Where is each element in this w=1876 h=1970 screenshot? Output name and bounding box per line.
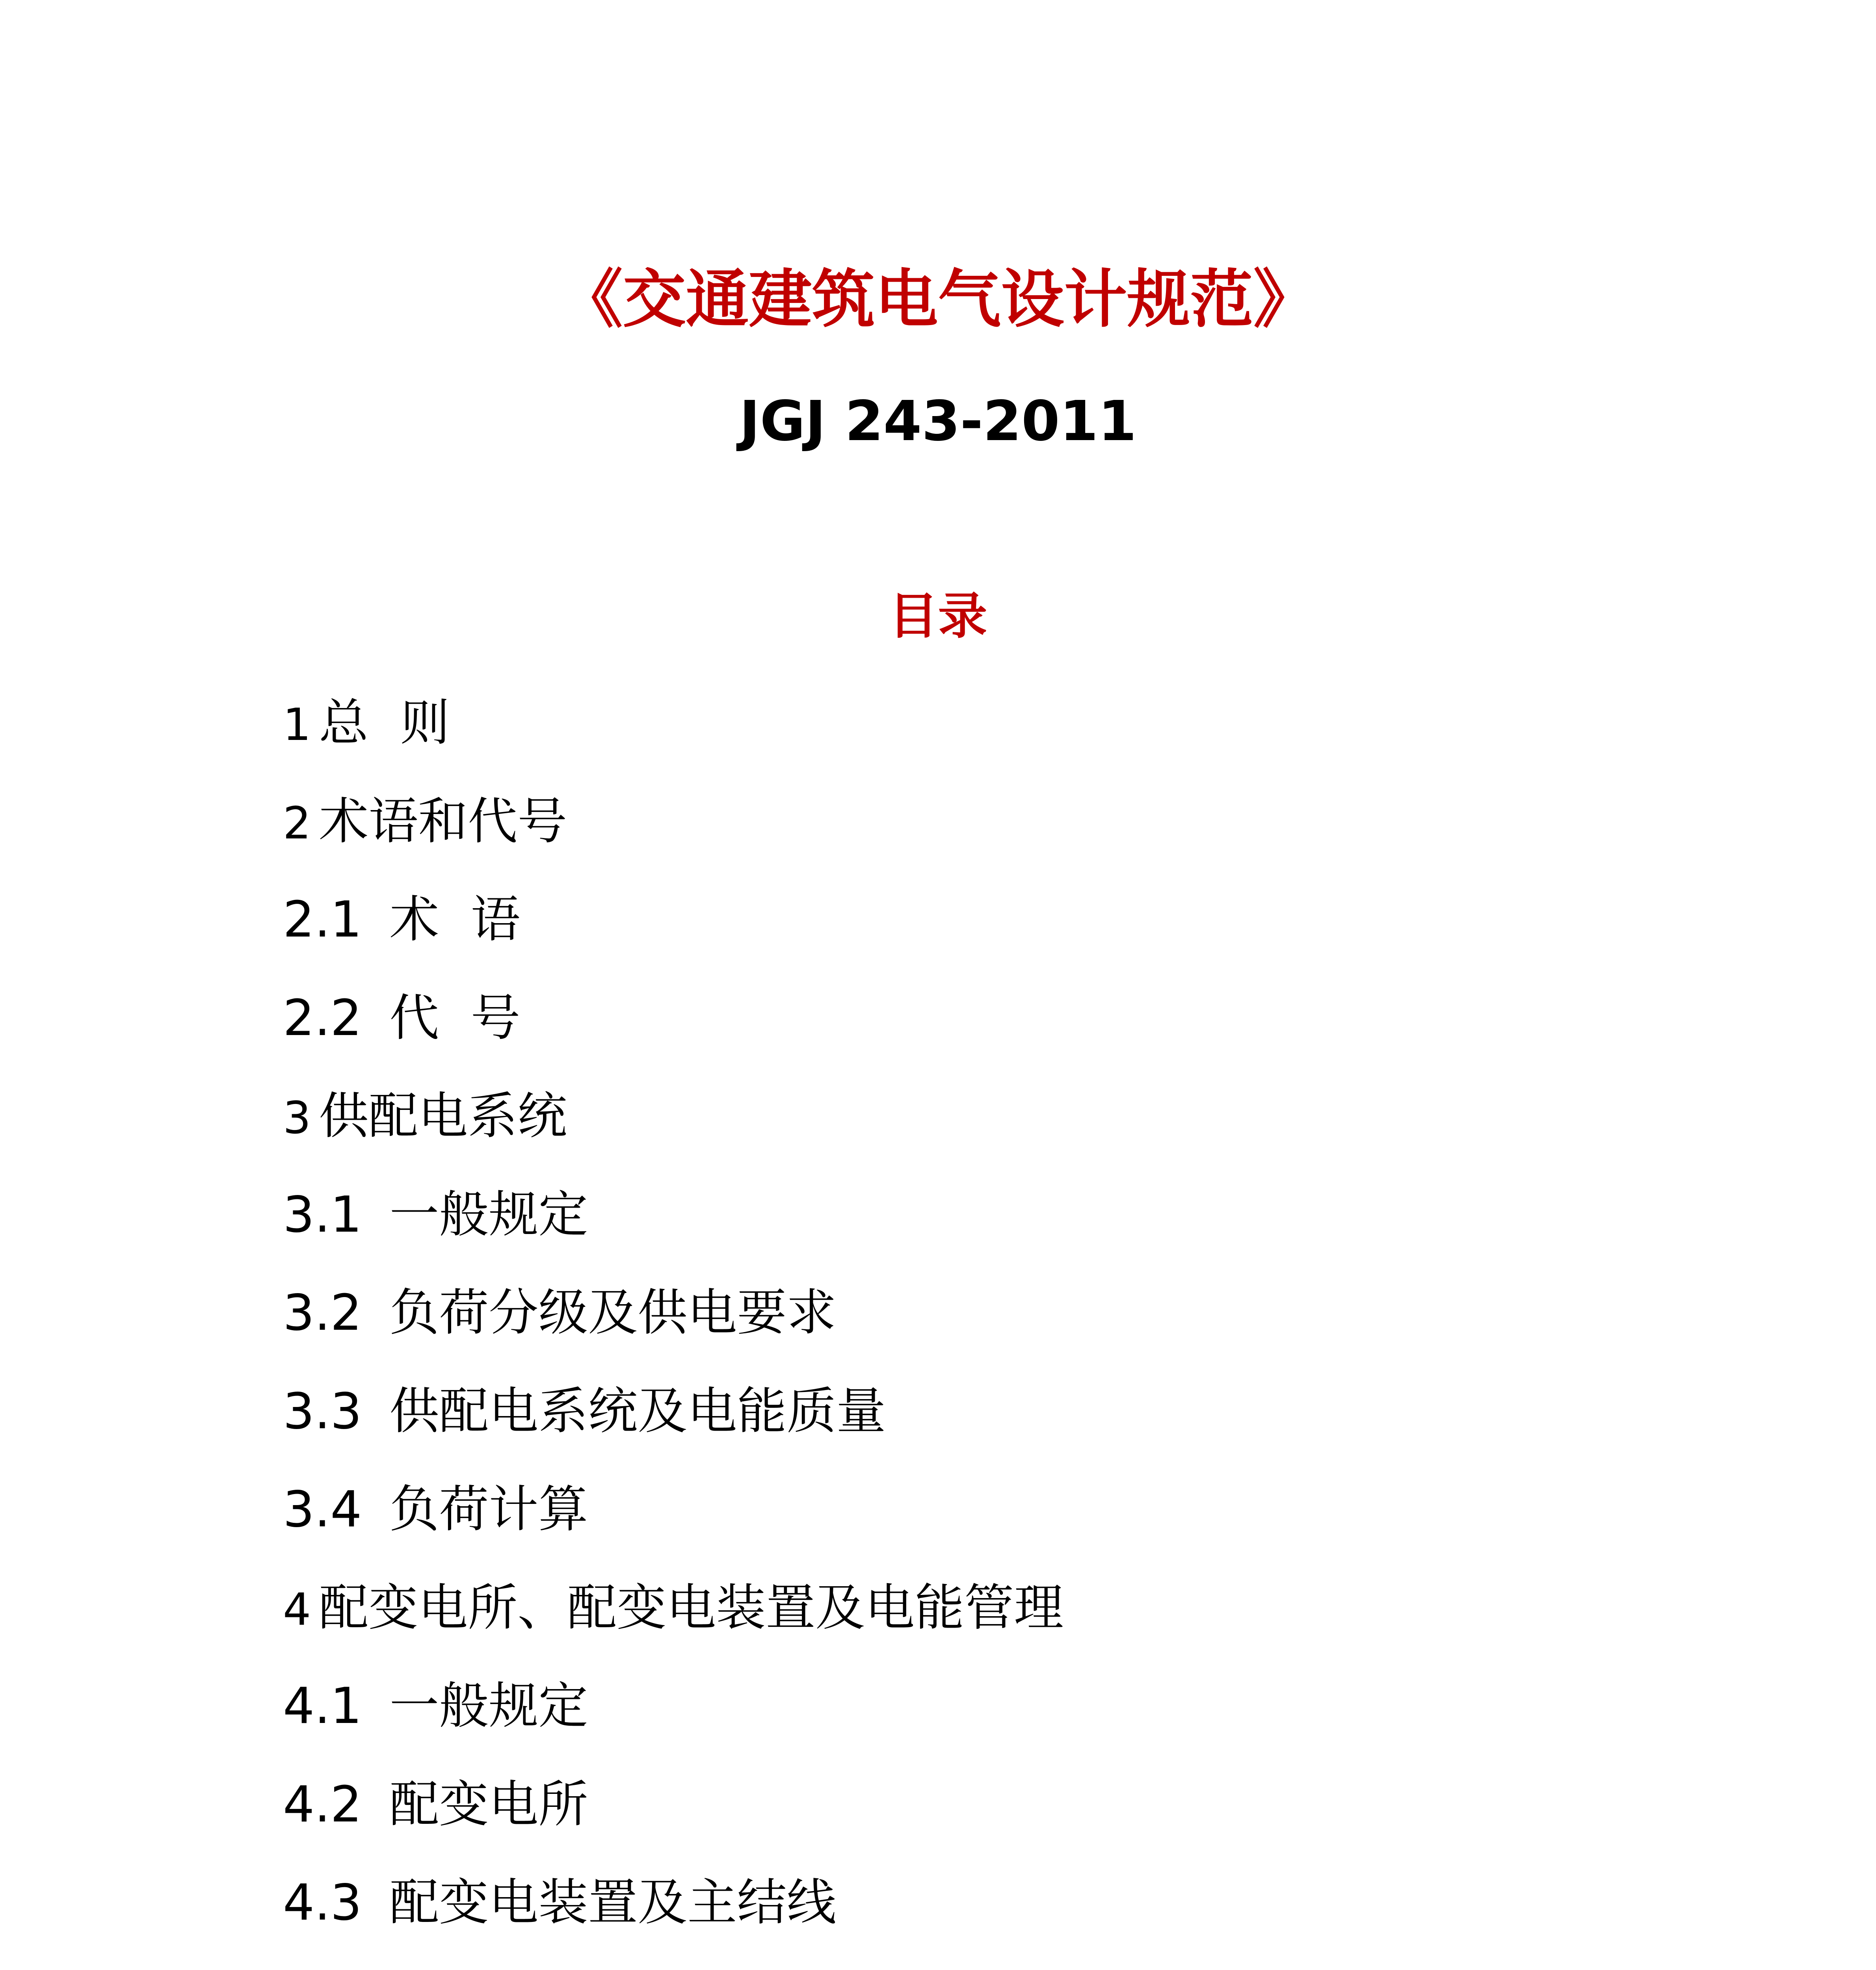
toc-item-number: 4	[283, 1584, 311, 1635]
toc-item	[283, 1081, 1064, 1179]
toc-item	[283, 1867, 1064, 1966]
toc-item-text: 一般规定	[389, 1185, 588, 1243]
toc-item-number: 2.1	[283, 890, 362, 948]
toc-item-number: 2	[283, 797, 311, 849]
toc-item-number: 4.3	[283, 1873, 362, 1931]
toc-item-number	[283, 1966, 362, 1970]
toc-item	[283, 1277, 1064, 1376]
toc-item-text: 配变电所、配变电装置及电能管理	[319, 1578, 1064, 1637]
table-of-contents	[283, 688, 1064, 1970]
toc-item-number: 3	[283, 1093, 311, 1144]
toc-item-text: 负荷分级及供电要求	[389, 1284, 837, 1342]
toc-item	[283, 983, 1064, 1081]
toc-item	[283, 884, 1064, 983]
toc-item-number: 4.2	[283, 1775, 362, 1833]
toc-item	[283, 1474, 1064, 1572]
toc-item-text: 配变电所	[389, 1775, 588, 1833]
toc-item-number: 2.2	[283, 989, 362, 1047]
toc-item-number: 1	[283, 699, 311, 751]
standard-code: JGJ 243-2011	[739, 389, 1137, 453]
toc-item	[283, 1179, 1064, 1278]
toc-item-text: 配变电装置及主结线	[389, 1873, 837, 1931]
document-title: 《交通建筑电气设计规范》	[560, 262, 1316, 336]
toc-item	[283, 786, 1064, 885]
toc-item-number: 3.4	[283, 1480, 362, 1538]
toc-item-text: 总 则	[319, 694, 450, 752]
toc-item	[283, 1572, 1064, 1671]
toc-item	[283, 1671, 1064, 1769]
toc-item-text: 供配电系统及电能质量	[389, 1382, 886, 1440]
toc-item-text: 代 号	[389, 989, 521, 1047]
toc-item-number: 3.2	[283, 1284, 362, 1342]
toc-item-number: 3.3	[283, 1382, 362, 1440]
toc-item-text: 术语和代号	[319, 792, 567, 850]
toc-item-number: 3.1	[283, 1185, 362, 1243]
toc-item	[283, 688, 1064, 786]
toc-item-text: 术 语	[389, 890, 521, 948]
toc-item-text: 负荷计算	[389, 1480, 588, 1538]
toc-item-text: 供配电系统	[319, 1087, 567, 1145]
toc-item-text: 一般规定	[389, 1677, 588, 1735]
toc-item	[283, 1376, 1064, 1474]
toc-heading: 目录	[889, 588, 987, 645]
toc-item	[283, 1966, 1064, 1970]
toc-item	[283, 1769, 1064, 1868]
toc-item-number: 4.1	[283, 1677, 362, 1735]
